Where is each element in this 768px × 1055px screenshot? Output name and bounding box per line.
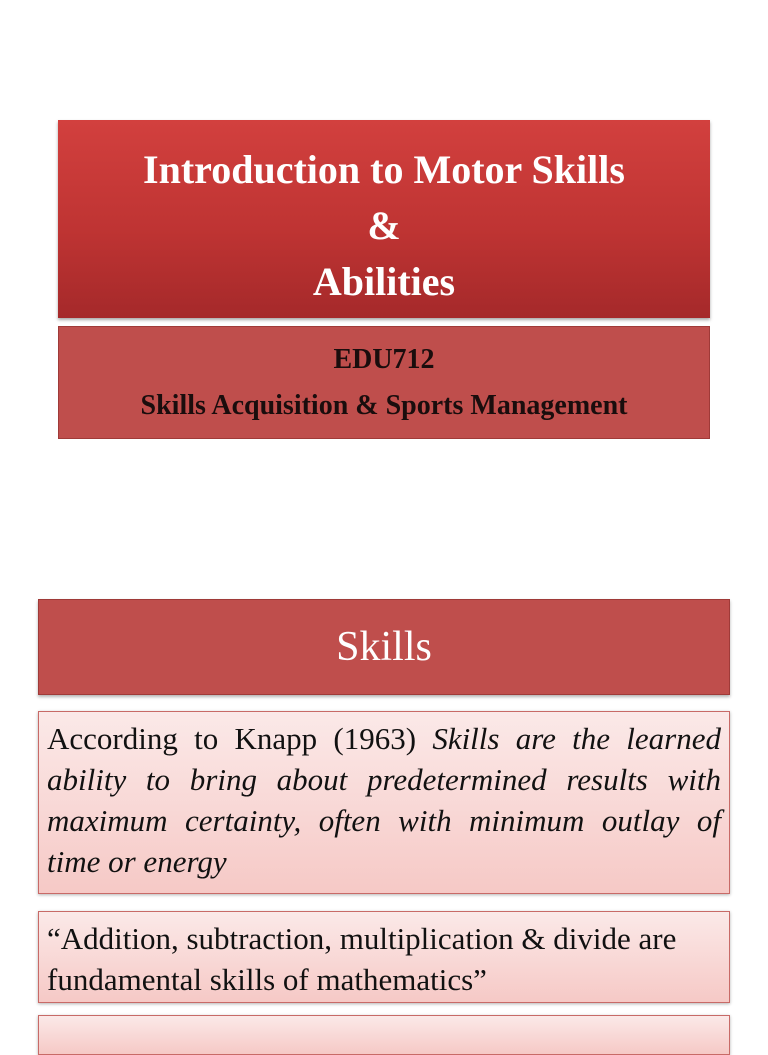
title-line-1: Introduction to Motor Skills bbox=[143, 147, 625, 192]
next-card-partial bbox=[38, 1015, 730, 1055]
subtitle-box bbox=[58, 326, 710, 439]
definition-text bbox=[47, 718, 721, 882]
example-text: “Addition, subtraction, multiplication & divide are fundamental skills of mathematics” bbox=[47, 921, 677, 997]
example-card bbox=[38, 911, 730, 1003]
definition-card bbox=[38, 711, 730, 894]
course-name: Skills Acquisition & Sports Management bbox=[140, 390, 628, 421]
definition-quote: Skills are the learned ability to bring about predetermined results with maximum certainty, often with minimum outlay of time or energy bbox=[47, 721, 722, 879]
title-box bbox=[58, 120, 710, 318]
title-line-3: Abilities bbox=[312, 259, 456, 304]
section-heading: Skills bbox=[38, 599, 730, 695]
definition-lead: According to Knapp (1963) bbox=[47, 721, 433, 756]
course-code: EDU712 bbox=[333, 344, 435, 375]
title-line-2: & bbox=[367, 203, 401, 248]
